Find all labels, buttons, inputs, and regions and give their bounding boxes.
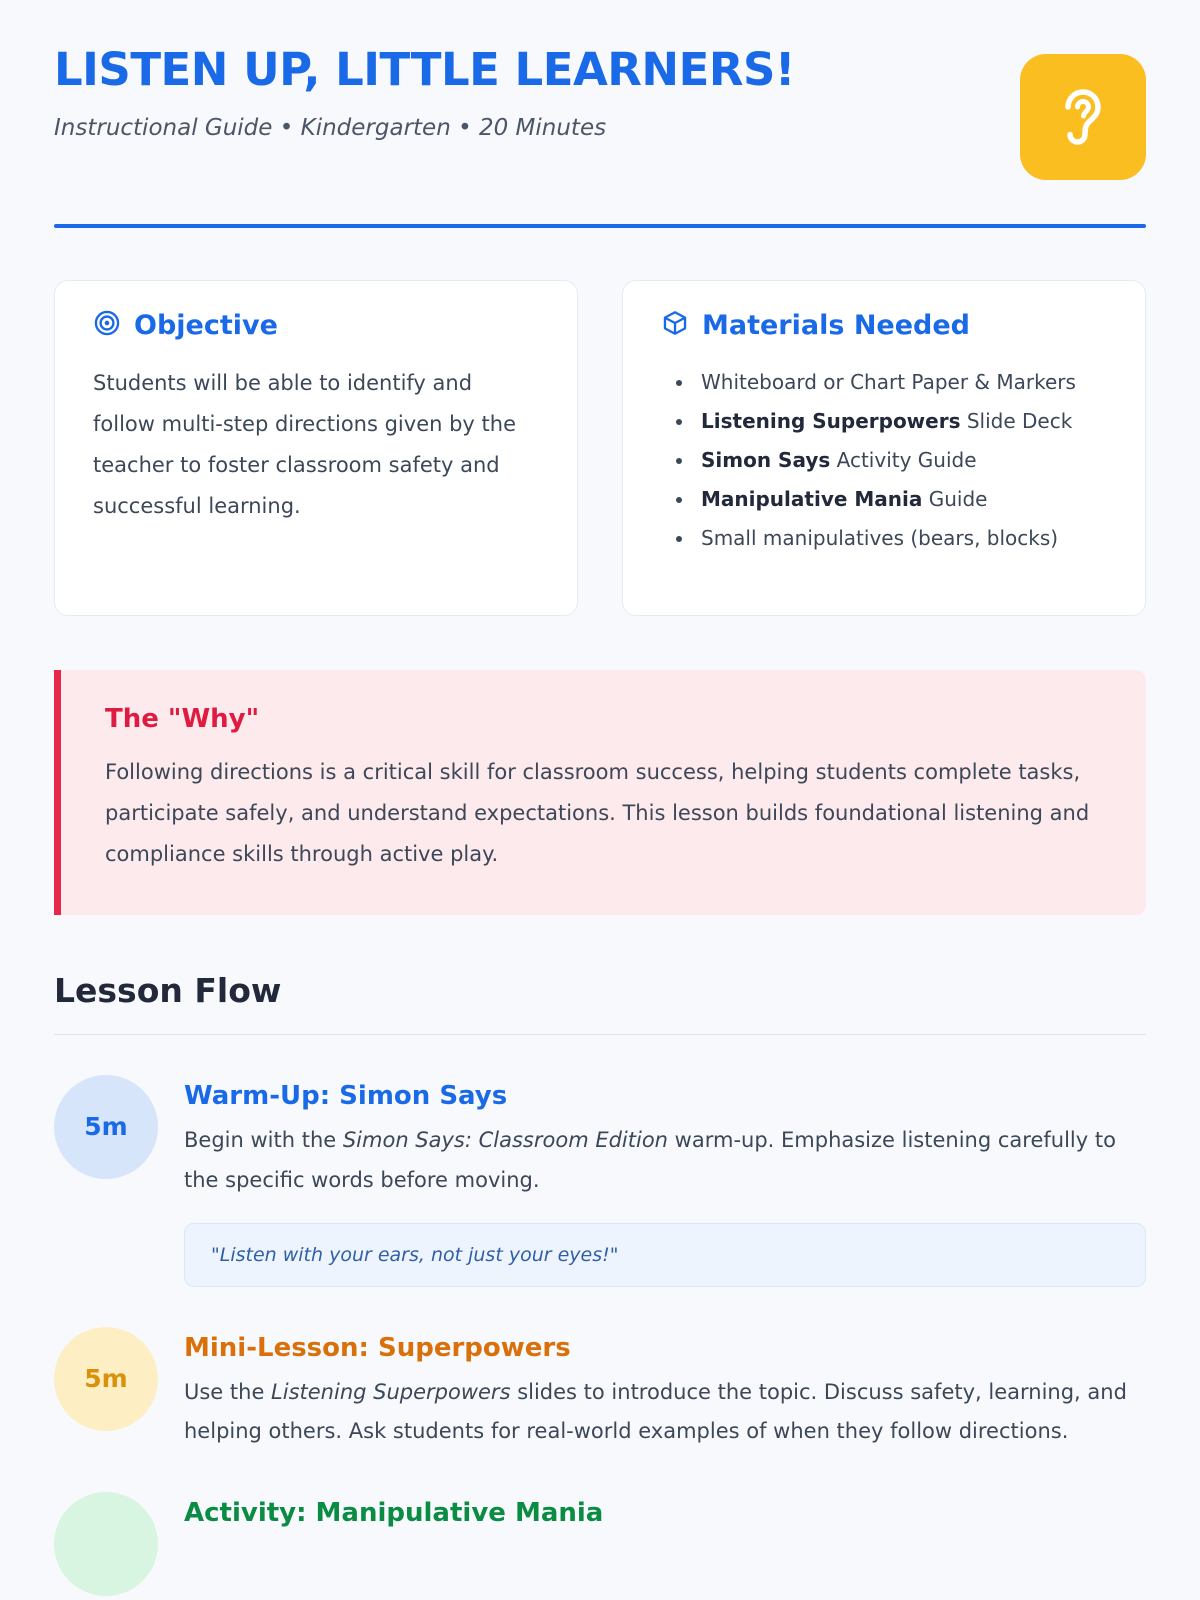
list-item-emphasis: Simon Says: [701, 448, 831, 472]
header-text-block: [54, 43, 1020, 142]
objective-card-text: Students will be able to identify and follow multi-step directions given by the teacher to foster classroom safety and successful learning.: [93, 371, 516, 518]
step-description: Begin with the Simon Says: Classroom Edition warm-up. Emphasize listening carefully to the specific words before moving.: [184, 1127, 1116, 1192]
step-duration-badge: [54, 1492, 158, 1596]
step-duration-badge: 5m: [54, 1075, 158, 1179]
target-icon: [93, 309, 121, 341]
step-title: Mini-Lesson: Superpowers: [184, 1332, 571, 1363]
why-callout-title: The "Why": [105, 704, 260, 734]
lesson-flow-title: Lesson Flow: [54, 970, 282, 1010]
info-cards-row: [54, 280, 1146, 616]
materials-card: [622, 280, 1146, 616]
list-item: • Simon Says Activity Guide: [695, 441, 1107, 480]
why-callout: [54, 670, 1146, 915]
page-subtitle: Instructional Guide • Kindergarten • 20 Minutes: [54, 115, 607, 142]
why-callout-text: Following directions is a critical skill for classroom success, helping students complete tasks, participate safely, and understand expectations. This lesson builds foundational listening and compliance skills through active play.: [105, 760, 1090, 866]
header-divider: [54, 224, 1146, 228]
list-item: • Listening Superpowers Slide Deck: [695, 402, 1107, 441]
step-quote: "Listen with your ears, not just your eyes!": [184, 1223, 1146, 1287]
lesson-flow-steps: [54, 1075, 1146, 1597]
objective-card-header: [93, 309, 539, 341]
step-duration-badge: 5m: [54, 1327, 158, 1431]
ear-icon: [1020, 54, 1146, 180]
step-title: Activity: Manipulative Mania: [184, 1498, 604, 1529]
lesson-step: [54, 1492, 1146, 1596]
materials-card-title: Materials Needed: [702, 309, 971, 341]
list-item-emphasis: Manipulative Mania: [701, 487, 923, 511]
list-item-emphasis: Listening Superpowers: [701, 409, 961, 433]
step-content: [184, 1492, 1146, 1538]
step-content: [184, 1075, 1146, 1287]
materials-list: [661, 363, 1107, 558]
step-content: [184, 1327, 1146, 1453]
document-header: [54, 40, 1146, 180]
list-item: • Manipulative Mania Guide: [695, 480, 1107, 519]
objective-card: [54, 280, 578, 616]
lesson-step: [54, 1075, 1146, 1287]
step-description-emphasis: Listening Superpowers: [271, 1379, 511, 1404]
objective-card-title: Objective: [134, 309, 278, 341]
box-icon: [661, 309, 689, 341]
materials-card-header: [661, 309, 1107, 341]
page-title: LISTEN UP, LITTLE LEARNERS!: [54, 43, 795, 96]
step-title: Warm-Up: Simon Says: [184, 1080, 508, 1111]
lesson-flow-divider: [54, 1034, 1146, 1035]
lesson-step: [54, 1327, 1146, 1453]
list-item: • Small manipulatives (bears, blocks): [695, 519, 1107, 558]
list-item: • Whiteboard or Chart Paper & Markers: [695, 363, 1107, 402]
step-description-emphasis: Simon Says: Classroom Edition: [342, 1127, 668, 1152]
step-description: Use the Listening Superpowers slides to introduce the topic. Discuss safety, learning, and helping others. Ask students for real-world examples of when they follow directions.: [184, 1379, 1127, 1444]
